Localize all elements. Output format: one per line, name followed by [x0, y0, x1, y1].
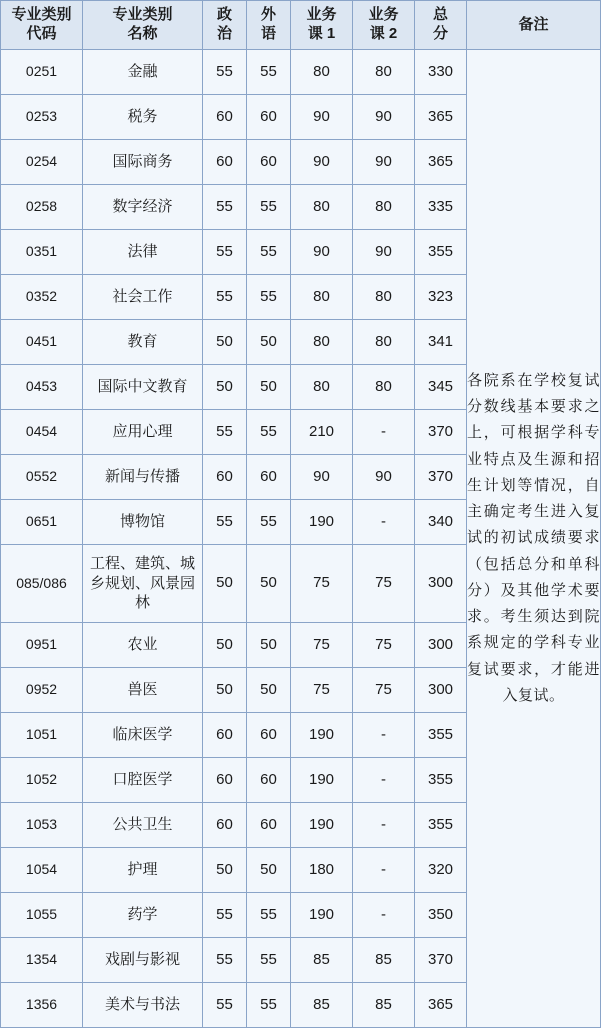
- cell-name: 社会工作: [83, 275, 203, 320]
- cell-code: 1356: [1, 983, 83, 1028]
- cell-business2: -: [353, 848, 415, 893]
- cell-business1: 190: [291, 500, 353, 545]
- cell-business1: 75: [291, 545, 353, 623]
- cell-total: 300: [415, 668, 467, 713]
- cell-foreign: 55: [247, 230, 291, 275]
- cell-politics: 55: [203, 938, 247, 983]
- cell-politics: 55: [203, 50, 247, 95]
- remark-text: 各院系在学校复试分数线基本要求之上，可根据学科专业特点及生源和招生计划等情况，自主确定考生进入复试的初试成绩要求（包括总分和单科分）及其他学术要求。考生须达到院系规定的学科专业复试要求，才能进入复试。: [467, 371, 600, 704]
- cell-politics: 50: [203, 320, 247, 365]
- cell-business1: 80: [291, 50, 353, 95]
- cell-code: 0454: [1, 410, 83, 455]
- cell-politics: 60: [203, 95, 247, 140]
- cell-politics: 50: [203, 668, 247, 713]
- header-total-line2: 分: [432, 25, 448, 42]
- cell-name: 美术与书法: [83, 983, 203, 1028]
- cell-name: 临床医学: [83, 713, 203, 758]
- cell-name: 应用心理: [83, 410, 203, 455]
- cell-politics: 50: [203, 848, 247, 893]
- cell-business1: 80: [291, 275, 353, 320]
- cell-name: 药学: [83, 893, 203, 938]
- cell-politics: 55: [203, 983, 247, 1028]
- cell-business2: 85: [353, 983, 415, 1028]
- header-politics-line1: 政: [216, 6, 232, 24]
- cell-business1: 190: [291, 893, 353, 938]
- cell-business2: 80: [353, 365, 415, 410]
- cell-code: 0451: [1, 320, 83, 365]
- cell-business1: 210: [291, 410, 353, 455]
- cell-business2: 75: [353, 668, 415, 713]
- cell-politics: 55: [203, 185, 247, 230]
- cell-total: 370: [415, 455, 467, 500]
- cell-business2: 85: [353, 938, 415, 983]
- cell-business1: 85: [291, 983, 353, 1028]
- cell-total: 300: [415, 545, 467, 623]
- cell-total: 330: [415, 50, 467, 95]
- cell-name: 工程、建筑、城乡规划、风景园林: [83, 545, 203, 623]
- cell-name: 护理: [83, 848, 203, 893]
- header-name-line1: 专业类别: [112, 6, 173, 24]
- cell-business2: 75: [353, 623, 415, 668]
- cell-total: 320: [415, 848, 467, 893]
- cell-foreign: 60: [247, 455, 291, 500]
- cell-name: 博物馆: [83, 500, 203, 545]
- header-business2-line1: 业务: [368, 6, 399, 24]
- cell-total: 340: [415, 500, 467, 545]
- cell-code: 0351: [1, 230, 83, 275]
- cell-business1: 190: [291, 758, 353, 803]
- cell-remark: [467, 50, 601, 1028]
- header-total-line1: 总: [432, 6, 448, 24]
- cell-business1: 75: [291, 668, 353, 713]
- cell-total: 345: [415, 365, 467, 410]
- cell-politics: 50: [203, 365, 247, 410]
- cell-business1: 90: [291, 230, 353, 275]
- cell-business2: 80: [353, 275, 415, 320]
- cell-total: 300: [415, 623, 467, 668]
- cell-business1: 190: [291, 713, 353, 758]
- cell-name: 教育: [83, 320, 203, 365]
- cell-code: 1354: [1, 938, 83, 983]
- cell-business2: -: [353, 758, 415, 803]
- cell-code: 1054: [1, 848, 83, 893]
- cell-total: 370: [415, 410, 467, 455]
- cell-foreign: 50: [247, 365, 291, 410]
- cell-code: 1053: [1, 803, 83, 848]
- cell-foreign: 60: [247, 758, 291, 803]
- cell-politics: 50: [203, 623, 247, 668]
- cell-politics: 55: [203, 500, 247, 545]
- cell-politics: 50: [203, 545, 247, 623]
- cell-code: 0453: [1, 365, 83, 410]
- cell-business2: -: [353, 803, 415, 848]
- cell-name: 国际商务: [83, 140, 203, 185]
- cell-total: 370: [415, 938, 467, 983]
- cell-code: 0352: [1, 275, 83, 320]
- cell-foreign: 60: [247, 803, 291, 848]
- cell-foreign: 55: [247, 185, 291, 230]
- cell-code: 0258: [1, 185, 83, 230]
- cell-foreign: 50: [247, 668, 291, 713]
- cell-foreign: 50: [247, 623, 291, 668]
- cell-politics: 55: [203, 410, 247, 455]
- header-business1-line1: 业务: [306, 6, 337, 24]
- cell-code: 0251: [1, 50, 83, 95]
- header-name: [83, 1, 203, 50]
- cell-business1: 75: [291, 623, 353, 668]
- header-total: [415, 1, 467, 50]
- cell-name: 税务: [83, 95, 203, 140]
- cell-business1: 85: [291, 938, 353, 983]
- cell-business2: 90: [353, 95, 415, 140]
- cell-politics: 55: [203, 275, 247, 320]
- cell-total: 323: [415, 275, 467, 320]
- cell-business1: 180: [291, 848, 353, 893]
- cell-business1: 80: [291, 365, 353, 410]
- cell-name: 戏剧与影视: [83, 938, 203, 983]
- cell-code: 085/086: [1, 545, 83, 623]
- cell-total: 355: [415, 713, 467, 758]
- cell-name: 农业: [83, 623, 203, 668]
- cell-business2: 90: [353, 140, 415, 185]
- cell-foreign: 55: [247, 500, 291, 545]
- header-foreign: [247, 1, 291, 50]
- cell-name: 数字经济: [83, 185, 203, 230]
- cell-business2: 75: [353, 545, 415, 623]
- header-remark: 备注: [467, 1, 601, 50]
- header-business1-line2: 课 1: [307, 25, 336, 42]
- cell-business2: -: [353, 410, 415, 455]
- cell-foreign: 50: [247, 320, 291, 365]
- cell-politics: 60: [203, 455, 247, 500]
- cell-business1: 90: [291, 95, 353, 140]
- cell-politics: 55: [203, 230, 247, 275]
- table-header: [1, 1, 601, 50]
- cell-business2: -: [353, 713, 415, 758]
- cell-foreign: 60: [247, 140, 291, 185]
- cell-total: 355: [415, 758, 467, 803]
- cell-business2: -: [353, 500, 415, 545]
- cell-foreign: 55: [247, 893, 291, 938]
- cell-total: 355: [415, 803, 467, 848]
- cell-business1: 80: [291, 185, 353, 230]
- cell-total: 365: [415, 95, 467, 140]
- cell-code: 0952: [1, 668, 83, 713]
- cell-foreign: 55: [247, 50, 291, 95]
- cell-code: 0552: [1, 455, 83, 500]
- cell-foreign: 55: [247, 275, 291, 320]
- cell-business2: 90: [353, 230, 415, 275]
- header-row: [1, 1, 601, 50]
- cell-foreign: 50: [247, 545, 291, 623]
- header-business2-line2: 课 2: [369, 25, 398, 42]
- cell-politics: 60: [203, 713, 247, 758]
- cell-name: 口腔医学: [83, 758, 203, 803]
- header-business1: [291, 1, 353, 50]
- cell-name: 国际中文教育: [83, 365, 203, 410]
- cell-business1: 90: [291, 455, 353, 500]
- header-foreign-line2: 语: [260, 25, 276, 42]
- header-politics: [203, 1, 247, 50]
- header-business2: [353, 1, 415, 50]
- header-foreign-line1: 外: [260, 6, 276, 24]
- cell-business1: 190: [291, 803, 353, 848]
- cell-politics: 55: [203, 893, 247, 938]
- cell-code: 1051: [1, 713, 83, 758]
- cell-politics: 60: [203, 758, 247, 803]
- cell-foreign: 55: [247, 938, 291, 983]
- cell-foreign: 60: [247, 713, 291, 758]
- cell-foreign: 55: [247, 410, 291, 455]
- cell-politics: 60: [203, 140, 247, 185]
- cell-business1: 80: [291, 320, 353, 365]
- table-row: [1, 50, 601, 95]
- cell-business2: 90: [353, 455, 415, 500]
- header-code: [1, 1, 83, 50]
- cell-total: 335: [415, 185, 467, 230]
- cell-code: 1055: [1, 893, 83, 938]
- cell-foreign: 50: [247, 848, 291, 893]
- cell-code: 1052: [1, 758, 83, 803]
- cell-total: 365: [415, 983, 467, 1028]
- header-name-line2: 名称: [127, 25, 158, 42]
- cell-business2: 80: [353, 185, 415, 230]
- table-body: [1, 50, 601, 1028]
- cell-business1: 90: [291, 140, 353, 185]
- cell-total: 365: [415, 140, 467, 185]
- cell-name: 金融: [83, 50, 203, 95]
- cell-name: 新闻与传播: [83, 455, 203, 500]
- cell-total: 355: [415, 230, 467, 275]
- cell-foreign: 55: [247, 983, 291, 1028]
- header-politics-line2: 治: [216, 25, 232, 42]
- cell-total: 341: [415, 320, 467, 365]
- cell-name: 法律: [83, 230, 203, 275]
- cell-business2: 80: [353, 320, 415, 365]
- header-code-line2: 代码: [26, 25, 57, 42]
- cell-business2: -: [353, 893, 415, 938]
- cell-code: 0951: [1, 623, 83, 668]
- cell-name: 兽医: [83, 668, 203, 713]
- header-code-line1: 专业类别: [11, 6, 72, 24]
- cell-politics: 60: [203, 803, 247, 848]
- cell-business2: 80: [353, 50, 415, 95]
- cell-code: 0254: [1, 140, 83, 185]
- cell-total: 350: [415, 893, 467, 938]
- cell-code: 0253: [1, 95, 83, 140]
- cell-name: 公共卫生: [83, 803, 203, 848]
- cell-foreign: 60: [247, 95, 291, 140]
- cell-code: 0651: [1, 500, 83, 545]
